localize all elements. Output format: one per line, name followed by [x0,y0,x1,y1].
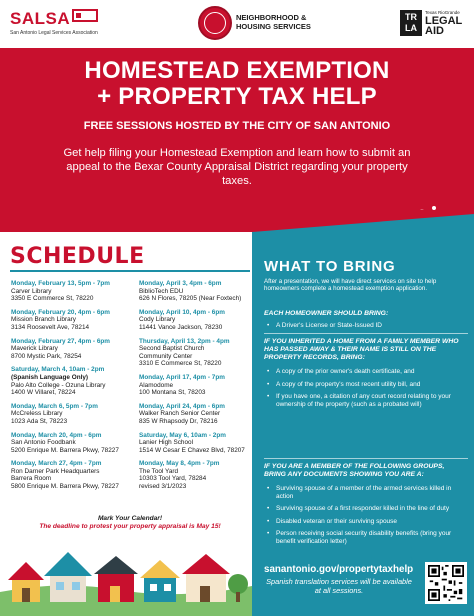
schedule-heading: SCHEDULE [10,244,145,269]
entry-address: 11441 Vance Jackson, 78230 [139,323,223,331]
entry-address: 1514 W Cesar E Chavez Blvd, 78207 [139,446,245,454]
list-item: • If you have one, a citation of any court record relating to your ownership of the property (such as a probated will) [264,393,468,408]
entry-location: Cody Library [139,316,176,324]
section-heading: EACH HOMEOWNER SHOULD BRING: [264,310,389,317]
entry-date: Monday, April 24, 4pm - 6pm [139,402,225,410]
entry-address: 8700 Mystic Park, 78254 [11,352,82,360]
entry-address: 3310 E Commerce St, 78220 [139,360,222,368]
entry-date: Monday, April 17, 4pm - 7pm [139,373,225,381]
entry-address: 3134 Roosevelt Ave, 78214 [11,323,90,331]
schedule-entry [139,432,264,455]
entry-location: Palo Alto College - Ozuna Library [11,381,106,389]
entry-location: Maverick Library [11,345,58,353]
section-heading: IF YOU INHERITED A HOME FROM A FAMILY MEMBER WHO HAS PASSED AWAY & THEIR NAME IS STILL ON THE PROPERTY RECORDS, BRING: [264,338,459,361]
mark-calendar-text: Mark Your Calendar! [97,515,163,522]
entry-date: Monday, February 20, 4pm - 6pm [11,308,110,316]
schedule-divider [10,270,250,272]
hero-subtitle: FREE SESSIONS HOSTED BY THE CITY OF SAN ANTONIO [83,120,391,132]
entry-location: Lanier High School [139,439,193,447]
entry-location: Carver Library [11,287,52,295]
schedule-entry [11,403,136,426]
bring-list [264,322,468,330]
logo-strip [0,0,474,48]
entry-date: Saturday, March 4, 10am - 2pm [11,366,105,374]
salsa-wordmark: SALSA [10,9,71,28]
entry-date: Monday, April 10, 4pm - 6pm [139,308,225,316]
section-divider [264,333,468,334]
entry-address: 1023 Ada St, 78223 [11,417,68,425]
title-line-1: HOMESTEAD EXEMPTION [84,57,390,84]
entry-location: The Tool Yard [139,467,179,475]
entry-date: Monday, March 20, 4pm - 6pm [11,431,102,439]
schedule-entry [11,338,136,361]
page-title [0,58,474,110]
qr-code-icon [425,562,467,604]
schedule-entry [139,309,264,332]
schedule-entry [11,432,136,455]
entry-location: McCreless Library [11,410,63,418]
nhs-line1: NEIGHBORHOOD & [236,13,307,22]
entry-date: Thursday, April 13, 2pm - 4pm [139,337,230,345]
entry-room: Community Center [139,352,193,360]
list-item: • Disabled veteran or their surviving spouse [264,518,468,526]
entry-location: Walker Ranch Senior Center [139,410,221,418]
schedule-entry [11,366,136,396]
what-to-bring-intro: After a presentation, we will have direct services on site to help homeowners complete a homestead exemption application. [264,278,437,293]
schedule-entry [139,403,264,426]
deadline-text: The deadline to protest your property appraisal is May 15! [39,523,221,530]
entry-location: Second Baptist Church [139,345,205,353]
trla-legal-aid: LEGAL AID [425,15,463,37]
entry-address: 100 Montana St, 78203 [139,389,206,397]
schedule-column-left [11,280,136,497]
schedule-entry [139,338,264,368]
section-heading: IF YOU ARE A MEMBER OF THE FOLLOWING GROUPS, BRING ANY DOCUMENTS SHOWING YOU ARE A: [264,463,445,478]
bring-section-homeowner [264,310,468,335]
section-divider [264,458,468,459]
revision-note: revised 3/1/2023 [139,483,187,491]
list-item: • Person receiving social security disability benefits (bring your benefit verification letter) [264,530,468,545]
entry-date: Monday, March 27, 4pm - 7pm [11,460,102,468]
nhs-logo-text [236,13,326,31]
houses-illustration [0,540,252,616]
entry-address: 10303 Tool Yard, 78284 [139,475,207,483]
bring-list [264,368,468,408]
city-seal-icon [198,6,232,40]
schedule-entry [139,460,264,490]
entry-address: 5200 Enrique M. Barrera Pkwy, 78227 [11,446,119,454]
list-item: • A copy of the prior owner's death certificate, and [264,368,468,376]
what-to-bring-heading: WHAT TO BRING [264,258,396,275]
entry-date: Monday, February 13, 5pm - 7pm [11,280,110,287]
hero-banner [0,48,474,232]
entry-address: 1400 W Villaret, 78224 [11,389,76,397]
entry-address: 5800 Enrique M. Barrera Pkwy, 78227 [11,483,119,491]
salsa-subtitle: San Antonio Legal Services Association [10,30,98,36]
nhs-line2: HOUSING SERVICES [236,22,311,31]
bring-list [264,485,468,546]
list-item: • Surviving spouse of a first responder killed in the line of duty [264,505,468,513]
list-item: • A Driver's License or State-Issued ID [264,322,468,330]
entry-location: Alamodome [139,381,174,389]
schedule-entry [11,309,136,332]
website-link[interactable]: sanantonio.gov/propertytaxhelp [264,564,414,575]
trla-logo-mark: TR LA [400,10,422,36]
schedule-entry [11,280,136,303]
bring-section-groups [264,463,468,551]
entry-location: San Antonio Foodbank [11,439,76,447]
entry-note: (Spanish Language Only) [11,373,89,381]
bring-section-inherited [264,338,468,413]
list-item: • Surviving spouse of a member of the armed services killed in action [264,485,468,500]
entry-location: Mission Branch Library [11,316,76,324]
entry-date: Monday, April 3, 4pm - 6pm [139,280,222,287]
entry-date: Saturday, May 6, 10am - 2pm [139,431,226,439]
schedule-entry [139,280,264,303]
hero-description: Get help filing your Homestead Exemption and learn how to submit an appeal to the Bexar County Appraisal District regarding your property taxes. [63,147,411,187]
spanish-note: Spanish translation services will be available at all sessions. [266,577,412,595]
entry-address: 3350 E Commerce St, 78220 [11,295,94,303]
entry-room: Barrera Room [11,475,52,483]
entry-address: 626 N Flores, 78205 (Near Foxtech) [139,295,242,303]
salsa-logo [10,9,102,36]
schedule-entry [11,460,136,490]
salsa-flag-icon [72,9,98,22]
schedule-column-right [139,280,264,497]
entry-location: BiblioTech EDU [139,287,184,295]
entry-date: Monday, February 27, 4pm - 6pm [11,337,110,345]
list-item: • A copy of the property's most recent utility bill, and [264,381,468,389]
entry-date: Monday, May 8, 4pm - 7pm [139,460,220,468]
schedule-entry [139,374,264,397]
title-line-2: + PROPERTY TAX HELP [97,83,377,110]
entry-location: Ron Darner Park Headquarters [11,467,100,475]
entry-address: 835 W Rhapsody Dr, 78216 [139,417,218,425]
entry-date: Monday, March 6, 5pm - 7pm [11,402,98,410]
trla-org-name: Texas RioGrande [425,10,460,15]
